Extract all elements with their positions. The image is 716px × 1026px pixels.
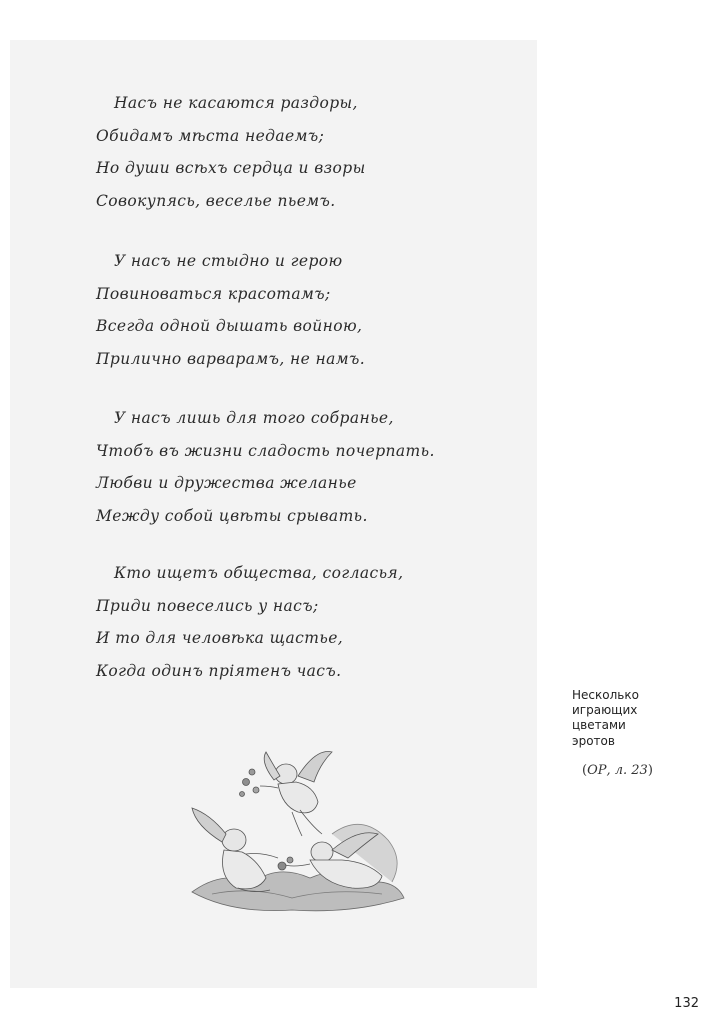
poem-line: У насъ не стыдно и герою: [114, 252, 343, 270]
caption-line: играющих: [572, 703, 638, 718]
cupids-vignette: [182, 742, 414, 918]
source-ref-text: ОР, л. 23: [587, 763, 648, 778]
poem-line: И то для человѣка щастье,: [96, 629, 344, 647]
poem-line: Но души всѣхъ сердца и взоры: [96, 159, 366, 177]
poem-stanza-4: [96, 557, 516, 687]
source-open-paren: (: [582, 763, 588, 778]
poem-line: Приди повеселись у насъ;: [96, 596, 319, 615]
poem-stanza-2: [96, 245, 516, 375]
poem-line: Прилично варварамъ, не намъ.: [96, 349, 366, 368]
poem-line: Чтобъ въ жизни сладость почерпать.: [96, 441, 435, 460]
poem-stanza-3: [96, 402, 516, 532]
figure-caption: [572, 688, 702, 749]
manuscript-page: [10, 40, 537, 988]
poem-line: Повиноваться красотамъ;: [96, 284, 331, 303]
poem-line: Между собой цвѣты срывать.: [96, 506, 368, 525]
poem-line: Любви и дружества желанье: [96, 474, 357, 492]
source-reference: [582, 763, 653, 778]
poem-line: Обидамъ мѣста недаемъ;: [96, 126, 325, 145]
caption-line: Несколько: [572, 688, 639, 702]
caption-line: цветами: [572, 718, 626, 733]
poem-line: Кто ищетъ общества, согласья,: [114, 564, 404, 582]
poem-line: Совокупясь, веселье пьемъ.: [96, 191, 336, 210]
caption-line: эротов: [572, 733, 615, 748]
poem-line: Когда одинъ прiятенъ часъ.: [96, 661, 342, 680]
poem-stanza-1: [96, 87, 516, 217]
page-number: 132: [674, 996, 699, 1011]
poem-line: У насъ лишь для того собранье,: [114, 409, 394, 427]
source-close-paren: ): [647, 763, 653, 778]
poem-line: Насъ не касаются раздоры,: [114, 94, 358, 112]
poem-line: Всегда одной дышать войною,: [96, 317, 363, 335]
